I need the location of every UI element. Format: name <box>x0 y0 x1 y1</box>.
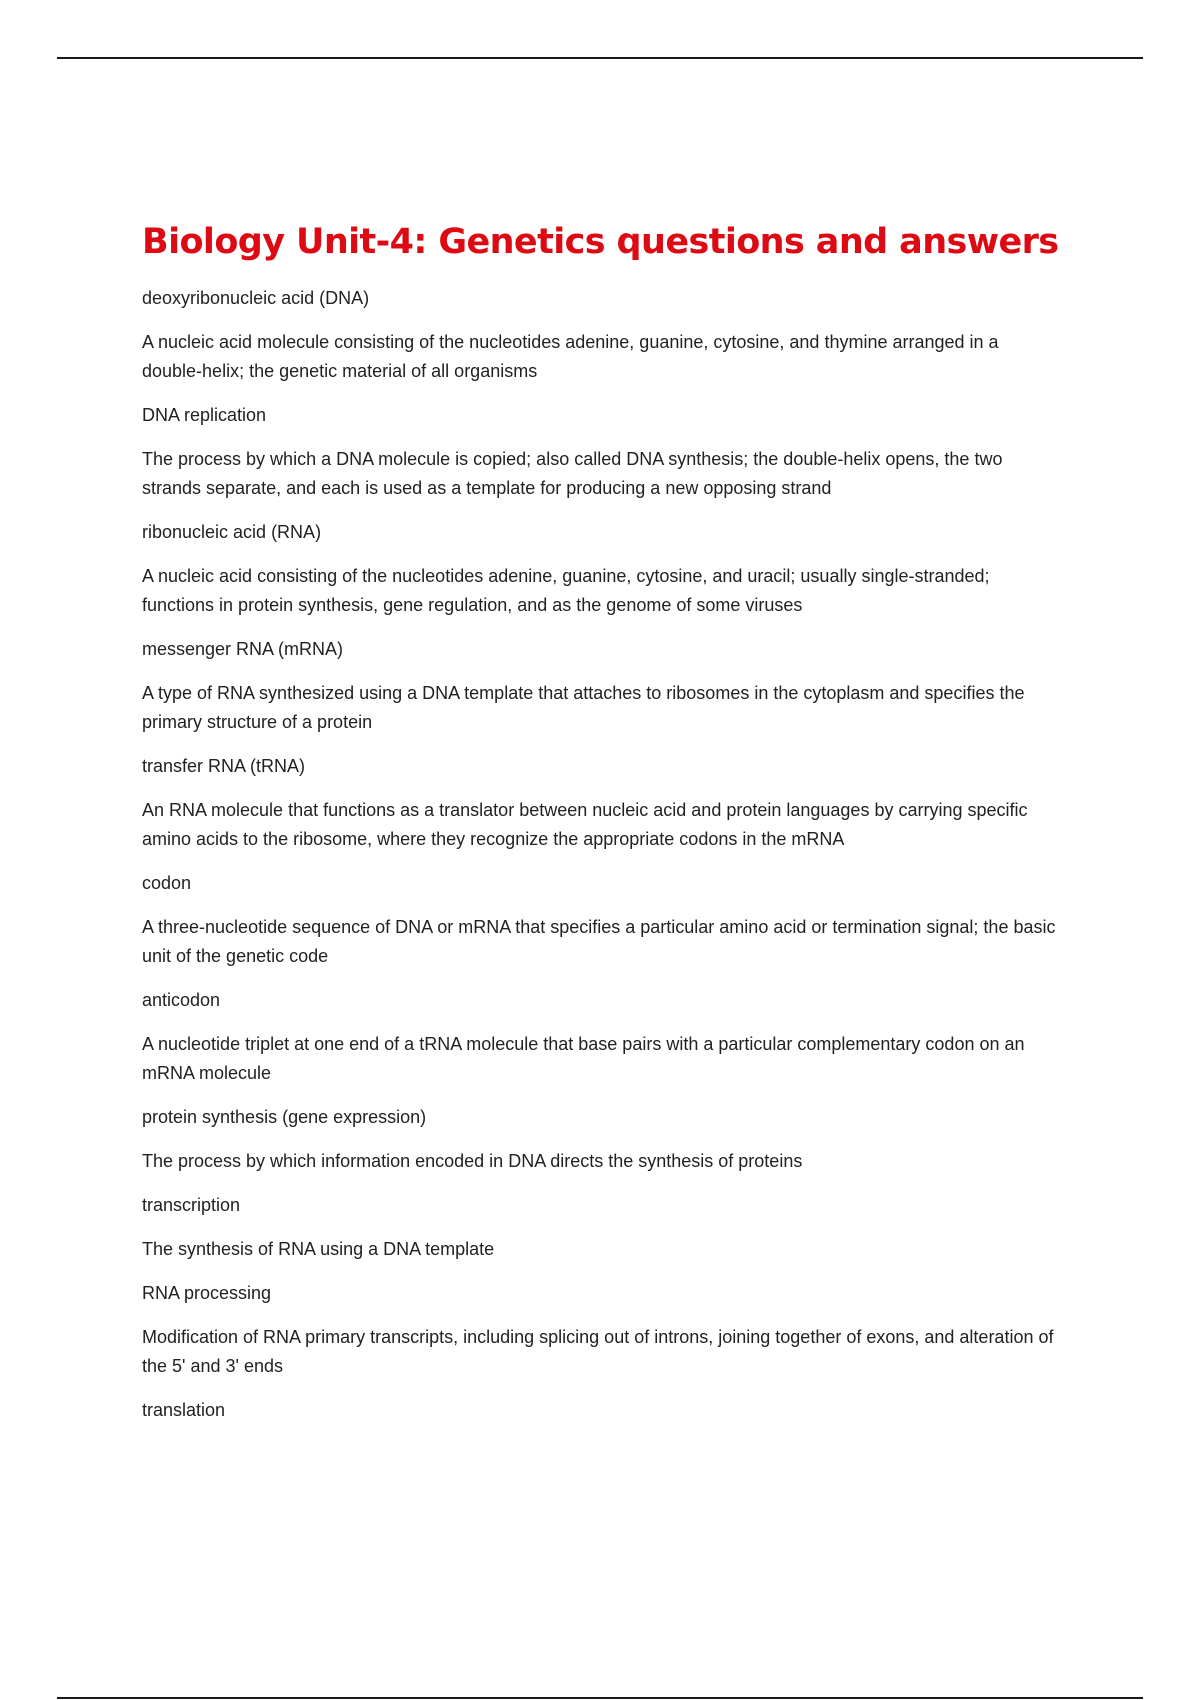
term: deoxyribonucleic acid (DNA) <box>142 288 370 308</box>
qa-item <box>142 1396 1062 1425</box>
qa-item <box>142 518 1062 620</box>
qa-item <box>142 1103 1062 1176</box>
qa-item <box>142 284 1062 386</box>
definition: The process by which information encoded in DNA directs the synthesis of proteins <box>142 1151 803 1171</box>
term: ribonucleic acid (RNA) <box>142 522 322 542</box>
document-title: Biology Unit-4: Genetics questions and answers <box>142 222 1059 262</box>
definition: Modification of RNA primary transcripts, including splicing out of introns, joining together of exons, and alteration of the 5' and 3' ends <box>142 1327 1054 1376</box>
bottom-rule <box>57 1697 1143 1699</box>
term: translation <box>142 1400 226 1420</box>
definition: A three-nucleotide sequence of DNA or mRNA that specifies a particular amino acid or termination signal; the basic unit of the genetic code <box>142 917 1056 966</box>
qa-item <box>142 1279 1062 1381</box>
top-rule <box>57 57 1143 59</box>
definition: A nucleic acid molecule consisting of the nucleotides adenine, guanine, cytosine, and thymine arranged in a double-helix; the genetic material of all organisms <box>142 332 999 381</box>
qa-list <box>142 284 1062 1425</box>
qa-item <box>142 752 1062 854</box>
term: transfer RNA (tRNA) <box>142 756 306 776</box>
qa-item <box>142 401 1062 503</box>
term: anticodon <box>142 990 221 1010</box>
definition: A nucleotide triplet at one end of a tRNA molecule that base pairs with a particular complementary codon on an mRNA molecule <box>142 1034 1025 1083</box>
definition: A type of RNA synthesized using a DNA template that attaches to ribosomes in the cytoplasm and specifies the primary structure of a protein <box>142 683 1025 732</box>
term: DNA replication <box>142 405 267 425</box>
qa-item <box>142 1191 1062 1264</box>
term: codon <box>142 873 192 893</box>
definition: An RNA molecule that functions as a translator between nucleic acid and protein languages by carrying specific amino acids to the ribosome, where they recognize the appropriate codons in the mRNA <box>142 800 1028 849</box>
term: RNA processing <box>142 1283 272 1303</box>
definition: The synthesis of RNA using a DNA template <box>142 1239 495 1259</box>
qa-item <box>142 986 1062 1088</box>
term: messenger RNA (mRNA) <box>142 639 344 659</box>
definition: The process by which a DNA molecule is copied; also called DNA synthesis; the double-helix opens, the two strands separate, and each is used as a template for producing a new opposing strand <box>142 449 1003 498</box>
document-body <box>142 218 1062 1440</box>
definition: A nucleic acid consisting of the nucleotides adenine, guanine, cytosine, and uracil; usually single-stranded; functions in protein synthesis, gene regulation, and as the genome of some viruses <box>142 566 990 615</box>
term: protein synthesis (gene expression) <box>142 1107 427 1127</box>
qa-item <box>142 635 1062 737</box>
term: transcription <box>142 1195 241 1215</box>
qa-item <box>142 869 1062 971</box>
